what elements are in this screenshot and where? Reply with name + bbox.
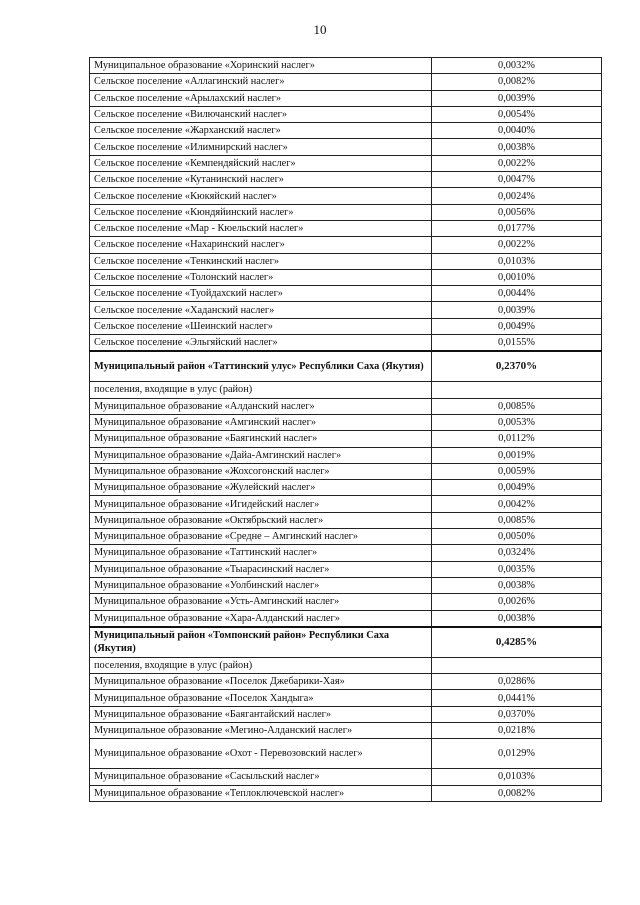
share-value-cell: 0,0218% (432, 722, 602, 738)
entity-name-cell: Сельское поселение «Толонский наслег» (90, 269, 432, 285)
table-row (90, 335, 602, 352)
table-row (90, 627, 602, 658)
entity-name-cell: Сельское поселение «Кюкяйский наслег» (90, 188, 432, 204)
share-value-cell: 0,0059% (432, 463, 602, 479)
entity-name-cell: Муниципальное образование «Таттинский наслег» (90, 545, 432, 561)
table-row (90, 269, 602, 285)
share-value-cell: 0,0039% (432, 302, 602, 318)
share-value-cell: 0,0039% (432, 90, 602, 106)
table-row (90, 123, 602, 139)
entity-name-cell: Муниципальное образование «Тыарасинский наслег» (90, 561, 432, 577)
share-value-cell: 0,0177% (432, 220, 602, 236)
table-row (90, 204, 602, 220)
table-row (90, 188, 602, 204)
share-value-cell: 0,0155% (432, 335, 602, 352)
entity-name-cell: Муниципальное образование «Алданский наслег» (90, 398, 432, 414)
table-row (90, 769, 602, 785)
table-row (90, 155, 602, 171)
table-row (90, 286, 602, 302)
entity-name-cell: Муниципальное образование «Баягинский наслег» (90, 431, 432, 447)
table-row (90, 237, 602, 253)
entity-name-cell: Сельское поселение «Эльгяйский наслег» (90, 335, 432, 352)
table-row (90, 318, 602, 334)
entity-name-cell: Муниципальное образование «Мегино-Алданский наслег» (90, 722, 432, 738)
share-value-cell: 0,0085% (432, 398, 602, 414)
table-row (90, 414, 602, 430)
share-value-cell: 0,0056% (432, 204, 602, 220)
table-row (90, 739, 602, 769)
entity-name-cell: Муниципальное образование «Поселок Джебарики-Хая» (90, 674, 432, 690)
share-value-cell: 0,0019% (432, 447, 602, 463)
table-row (90, 302, 602, 318)
table-row (90, 480, 602, 496)
entity-name-cell: Муниципальное образование «Дайа-Амгинский наслег» (90, 447, 432, 463)
entity-name-cell: Муниципальное образование «Амгинский наслег» (90, 414, 432, 430)
entity-name-cell: Сельское поселение «Хаданский наслег» (90, 302, 432, 318)
share-value-cell: 0,0050% (432, 529, 602, 545)
entity-name-cell: Сельское поселение «Мар - Кюельский наслег» (90, 220, 432, 236)
entity-name-cell: Муниципальное образование «Жохсогонский наслег» (90, 463, 432, 479)
share-value-cell: 0,0010% (432, 269, 602, 285)
entity-name-cell: Муниципальный район «Таттинский улус» Республики Саха (Якутия) (90, 351, 432, 382)
table-row (90, 253, 602, 269)
entity-name-cell: Муниципальное образование «Средне – Амгинский наслег» (90, 529, 432, 545)
share-value-cell: 0,0042% (432, 496, 602, 512)
share-value-cell: 0,0026% (432, 594, 602, 610)
share-value-cell: 0,0040% (432, 123, 602, 139)
share-value-cell: 0,0129% (432, 739, 602, 769)
table-row (90, 172, 602, 188)
share-value-cell: 0,0103% (432, 253, 602, 269)
share-value-cell: 0,0053% (432, 414, 602, 430)
entity-name-cell: Муниципальное образование «Усть-Амгинский наслег» (90, 594, 432, 610)
share-value-cell: 0,0024% (432, 188, 602, 204)
table-row (90, 139, 602, 155)
table-row (90, 545, 602, 561)
share-value-cell: 0,0441% (432, 690, 602, 706)
table-row (90, 220, 602, 236)
table-row (90, 690, 602, 706)
table-row (90, 431, 602, 447)
share-value-cell: 0,0038% (432, 577, 602, 593)
table-row (90, 706, 602, 722)
share-value-cell: 0,0038% (432, 610, 602, 627)
share-value-cell: 0,0324% (432, 545, 602, 561)
entity-name-cell: Муниципальное образование «Поселок Хандыга» (90, 690, 432, 706)
entity-name-cell: Муниципальное образование «Хара-Алданский наслег» (90, 610, 432, 627)
share-value-cell: 0,0112% (432, 431, 602, 447)
entity-name-cell: Муниципальное образование «Хоринский наслег» (90, 58, 432, 74)
allocation-table (89, 57, 602, 802)
share-value-cell: 0,0085% (432, 512, 602, 528)
share-value-cell: 0,0047% (432, 172, 602, 188)
table-row (90, 106, 602, 122)
share-value-cell: 0,0022% (432, 155, 602, 171)
table-row (90, 351, 602, 382)
entity-name-cell: Сельское поселение «Кемпендяйский наслег» (90, 155, 432, 171)
entity-name-cell: Сельское поселение «Кюндяйинский наслег» (90, 204, 432, 220)
share-value-cell: 0,0049% (432, 318, 602, 334)
entity-name-cell: Муниципальное образование «Теплоключевской наслег» (90, 785, 432, 801)
table-row (90, 577, 602, 593)
share-value-cell: 0,0054% (432, 106, 602, 122)
entity-name-cell: Муниципальное образование «Уолбинский наслег» (90, 577, 432, 593)
share-value-cell: 0,0038% (432, 139, 602, 155)
share-value-cell: 0,0103% (432, 769, 602, 785)
table-row (90, 610, 602, 627)
entity-name-cell: Муниципальное образование «Охот - Перевозовский наслег» (90, 739, 432, 769)
section-subheader: поселения, входящие в улус (район) (90, 657, 432, 673)
table-row (90, 58, 602, 74)
table-row (90, 594, 602, 610)
entity-name-cell: Муниципальное образование «Октябрьский наслег» (90, 512, 432, 528)
share-value-cell: 0,0370% (432, 706, 602, 722)
share-value-cell: 0,0044% (432, 286, 602, 302)
entity-name-cell: Сельское поселение «Арылахский наслег» (90, 90, 432, 106)
table-row (90, 398, 602, 414)
entity-name-cell: Муниципальное образование «Игидейский наслег» (90, 496, 432, 512)
table-row (90, 512, 602, 528)
section-subheader: поселения, входящие в улус (район) (90, 382, 432, 398)
share-value-cell: 0,0035% (432, 561, 602, 577)
entity-name-cell: Муниципальный район «Томпонский район» Республики Саха (Якутия) (90, 627, 432, 658)
entity-name-cell: Сельское поселение «Вилючанский наслег» (90, 106, 432, 122)
page-number: 10 (313, 22, 327, 37)
table-row (90, 674, 602, 690)
entity-name-cell: Сельское поселение «Туойдахский наслег» (90, 286, 432, 302)
table-row (90, 722, 602, 738)
share-value-cell: 0,4285% (432, 627, 602, 658)
entity-name-cell: Муниципальное образование «Жулейский наслег» (90, 480, 432, 496)
entity-name-cell: Сельское поселение «Аллагинский наслег» (90, 74, 432, 90)
entity-name-cell: Сельское поселение «Кутанинский наслег» (90, 172, 432, 188)
table-row (90, 561, 602, 577)
entity-name-cell: Муниципальное образование «Баягантайский наслег» (90, 706, 432, 722)
entity-name-cell: Сельское поселение «Нахаринский наслег» (90, 237, 432, 253)
entity-name-cell: Муниципальное образование «Сасыльский наслег» (90, 769, 432, 785)
share-value-cell: 0,0022% (432, 237, 602, 253)
section-subheader-row (90, 382, 602, 398)
table-row (90, 463, 602, 479)
table-row (90, 90, 602, 106)
table-row (90, 785, 602, 801)
table-row (90, 496, 602, 512)
share-value-cell: 0,0082% (432, 785, 602, 801)
share-value-cell: 0,0082% (432, 74, 602, 90)
entity-name-cell: Сельское поселение «Илимнирский наслег» (90, 139, 432, 155)
empty-cell (432, 657, 602, 673)
share-value-cell: 0,0286% (432, 674, 602, 690)
entity-name-cell: Сельское поселение «Жарханский наслег» (90, 123, 432, 139)
table-row (90, 529, 602, 545)
share-value-cell: 0,0049% (432, 480, 602, 496)
empty-cell (432, 382, 602, 398)
entity-name-cell: Сельское поселение «Тенкинский наслег» (90, 253, 432, 269)
entity-name-cell: Сельское поселение «Шеинский наслег» (90, 318, 432, 334)
table-row (90, 74, 602, 90)
table-row (90, 447, 602, 463)
section-subheader-row (90, 657, 602, 673)
share-value-cell: 0,0032% (432, 58, 602, 74)
share-value-cell: 0,2370% (432, 351, 602, 382)
